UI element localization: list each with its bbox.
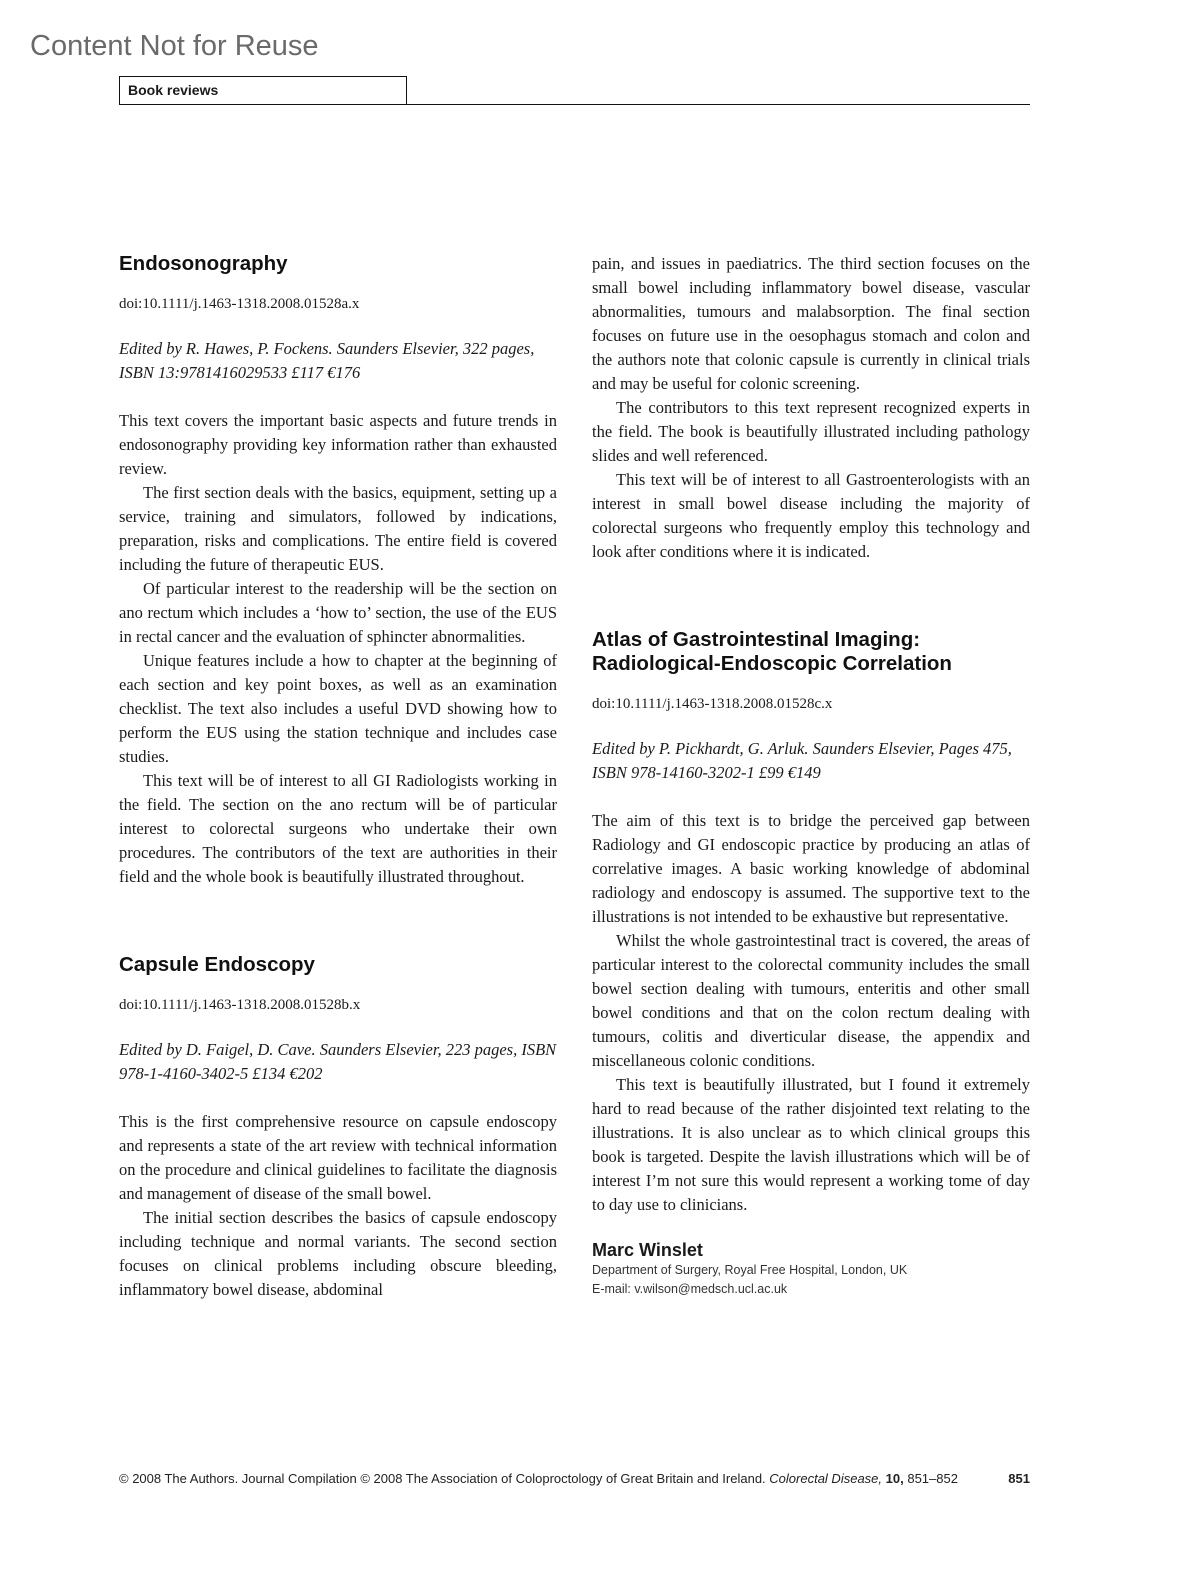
- paragraph: Whilst the whole gastrointestinal tract is covered, the areas of particular interest to the colorectal community includes the small bowel section dealing with tumours, enteritis and other small bowel conditions and that on the colon rectum dealing with tumours, colitis and diverticular disease, the appendix and miscellaneous colonic conditions.: [592, 931, 1030, 1070]
- review-title-endosonography: Endosonography: [119, 252, 288, 275]
- review-doi: doi:10.1111/j.1463-1318.2008.01528b.x: [119, 997, 361, 1013]
- right-column: [592, 252, 1030, 1299]
- review-title-capsule-endoscopy: Capsule Endoscopy: [119, 953, 315, 976]
- review-body: [592, 809, 1030, 1217]
- paragraph: This text covers the important basic aspects and future trends in endosonography providing key information rather than exhausted review.: [119, 411, 557, 478]
- review-doi: doi:10.1111/j.1463-1318.2008.01528c.x: [592, 696, 833, 712]
- reviewer-affiliation: Department of Surgery, Royal Free Hospital, London, UK: [592, 1263, 908, 1277]
- footer-copyright: © 2008 The Authors. Journal Compilation © 2008 The Association of Coloproctology of Great Britain and Ireland.: [119, 1471, 766, 1486]
- review-edited-by: Edited by P. Pickhardt, G. Arluk. Saunders Elsevier, Pages 475, ISBN 978-14160-3202-1 £99 €149: [592, 739, 1012, 782]
- footer-volume: 10,: [885, 1471, 904, 1486]
- left-column: [119, 252, 557, 1302]
- paragraph-continued: pain, and issues in paediatrics. The third section focuses on the small bowel including inflammatory bowel disease, vascular abnormalities, tumours and malabsorption. The final section focuses on future use in the oesophagus stomach and colon and the authors note that colonic capsule is currently in clinical trials and may be useful for colonic screening.: [592, 254, 1030, 393]
- paragraph: The first section deals with the basics, equipment, setting up a service, training and simulators, followed by indications, preparation, risks and complications. The entire field is covered including the future of therapeutic EUS.: [119, 483, 557, 574]
- paragraph: This is the first comprehensive resource on capsule endoscopy and represents a state of the art review with technical information on the procedure and clinical guidelines to facilitate the diagnosis and management of disease of the small bowel.: [119, 1112, 557, 1203]
- page-footer: [119, 1471, 1030, 1486]
- paragraph: This text will be of interest to all GI Radiologists working in the field. The section on the ano rectum will be of particular interest to colorectal surgeons who undertake their own procedures. The contributors of the text are authorities in their field and the whole book is beautifully illustrated throughout.: [119, 771, 557, 886]
- paragraph: The contributors to this text represent recognized experts in the field. The book is beautifully illustrated including pathology slides and well referenced.: [592, 398, 1030, 465]
- footer-journal: Colorectal Disease,: [769, 1471, 883, 1486]
- paragraph: Of particular interest to the readership will be the section on ano rectum which includes a ‘how to’ section, the use of the EUS in rectal cancer and the evaluation of sphincter abnormalities.: [119, 579, 557, 646]
- paragraph: Unique features include a how to chapter at the beginning of each section and key point boxes, as well as an examination checklist. The text also includes a useful DVD showing how to perform the EUS using the station technique and includes case studies.: [119, 651, 557, 766]
- watermark: Content Not for Reuse: [30, 30, 319, 62]
- section-label: Book reviews: [119, 76, 407, 105]
- footer-pages: 851–852: [907, 1471, 958, 1486]
- reviewer-email[interactable]: E-mail: v.wilson@medsch.ucl.ac.uk: [592, 1282, 788, 1296]
- paragraph: The aim of this text is to bridge the perceived gap between Radiology and GI endoscopic practice by producing an atlas of correlative images. A basic working knowledge of abdominal radiology and endoscopy is assumed. The supportive text to the illustrations is not intended to be exhaustive but representative.: [592, 811, 1030, 926]
- reviewer-block: [592, 1239, 1030, 1299]
- review-title-atlas-gi-imaging: Atlas of Gastrointestinal Imaging: Radiological-Endoscopic Correlation: [592, 628, 952, 675]
- review-doi: doi:10.1111/j.1463-1318.2008.01528a.x: [119, 296, 360, 312]
- reviewer-name: Marc Winslet: [592, 1240, 703, 1260]
- review-body: [119, 1110, 557, 1302]
- page-number: 851: [1008, 1471, 1030, 1486]
- footer-citation: [119, 1471, 958, 1486]
- header-rule: [407, 104, 1030, 105]
- review-edited-by: Edited by D. Faigel, D. Cave. Saunders Elsevier, 223 pages, ISBN 978-1-4160-3402-5 £134 €202: [119, 1040, 557, 1083]
- paragraph: This text is beautifully illustrated, but I found it extremely hard to read because of the rather disjointed text relating to the illustrations. It is also unclear as to which clinical groups this book is targeted. Despite the lavish illustrations which will be of interest I’m not sure this would represent a working tome of day to day use to clinicians.: [592, 1075, 1030, 1214]
- paragraph: The initial section describes the basics of capsule endoscopy including technique and normal variants. The second section focuses on clinical problems including obscure bleeding, inflammatory bowel disease, abdominal: [119, 1208, 557, 1299]
- review-body: [119, 409, 557, 889]
- paragraph: This text will be of interest to all Gastroenterologists with an interest in small bowel disease including the majority of colorectal surgeons who frequently employ this technology and look after conditions where it is indicated.: [592, 470, 1030, 561]
- review-edited-by: Edited by R. Hawes, P. Fockens. Saunders Elsevier, 322 pages, ISBN 13:9781416029533 £117 €176: [119, 339, 535, 382]
